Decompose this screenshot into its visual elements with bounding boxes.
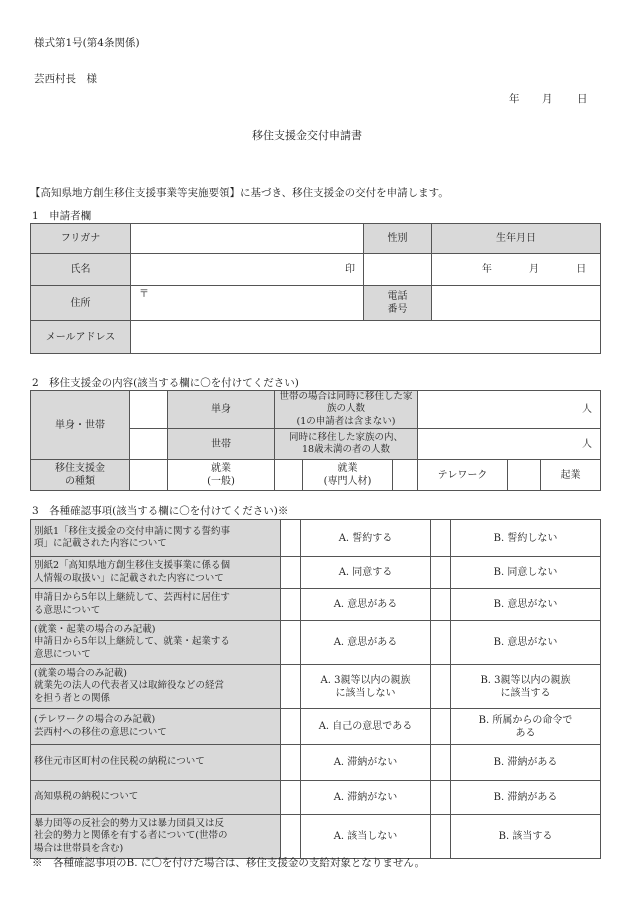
option-b-check[interactable]	[431, 815, 451, 859]
confirmation-question: (就業の場合のみ記載) 就業先の法人の代表者又は取締役などの経営 を担う者との関係	[31, 665, 281, 709]
employment-check[interactable]	[130, 460, 168, 491]
address-label: 住所	[31, 286, 131, 321]
intro-text: 【高知県地方創生移住支援事業等実施要領】に基づき、移住支援金の交付を申請します。	[30, 187, 449, 199]
birth-month: 月	[529, 264, 539, 275]
option-a-label: A. 意思がある	[301, 589, 431, 621]
furigana-label: フリガナ	[31, 224, 131, 254]
birthdate-field[interactable]	[432, 254, 601, 286]
confirmation-row	[31, 520, 601, 557]
email-label: メールアドレス	[31, 321, 131, 354]
confirmation-row	[31, 781, 601, 815]
birth-year: 年	[481, 264, 492, 275]
applicant-table	[30, 223, 601, 354]
type-label: 移住支援金 の種類	[31, 460, 130, 491]
option-a-check[interactable]	[281, 589, 301, 621]
single-household-label: 単身・世帯	[31, 391, 130, 460]
email-field[interactable]	[131, 321, 601, 354]
startup-check[interactable]	[508, 460, 541, 491]
option-b-label: B. 意思がない	[451, 621, 601, 665]
option-a-check[interactable]	[281, 621, 301, 665]
option-b-label: B. 誓約しない	[451, 520, 601, 557]
option-b-check[interactable]	[431, 665, 451, 709]
option-a-check[interactable]	[281, 557, 301, 589]
minor-count-field[interactable]: 人	[418, 429, 601, 460]
gender-label: 性別	[364, 224, 432, 254]
confirmation-row	[31, 815, 601, 859]
option-a-label: A. 誓約する	[301, 520, 431, 557]
birthdate-label: 生年月日	[432, 224, 601, 254]
option-a-check[interactable]	[281, 745, 301, 781]
section3-heading: 3 各種確認事項(該当する欄に〇を付けてください)※	[32, 505, 289, 517]
option-b-label: B. 3親等以内の親族 に該当する	[451, 665, 601, 709]
name-label: 氏名	[31, 254, 131, 286]
seal-mark: 印	[345, 264, 355, 275]
postal-mark: 〒	[139, 289, 149, 300]
minor-count-label: 同時に移住した家族の内、 18歳未満の者の人数	[275, 429, 418, 460]
confirmation-question: 別紙1「移住支援金の交付申請に関する誓約事 項」に記載された内容について	[31, 520, 281, 557]
confirmation-question: 暴力団等の反社会的勢力又は暴力団員又は反 社会的勢力と関係を有する者について(世帯の 場合は世帯員を含む)	[31, 815, 281, 859]
employment-pro-label: 就業 (専門人材)	[303, 460, 393, 491]
section1-heading: 1 申請者欄	[32, 210, 92, 222]
option-a-label: A. 滞納がない	[301, 781, 431, 815]
confirmation-question: 移住元市区町村の住民税の納税について	[31, 745, 281, 781]
page-title: 移住支援金交付申請書	[252, 129, 362, 142]
option-b-label: B. 滞納がある	[451, 745, 601, 781]
confirmation-question: 高知県税の納税について	[31, 781, 281, 815]
confirmation-row	[31, 621, 601, 665]
telework-label: テレワーク	[418, 460, 508, 491]
household-label: 世帯	[168, 429, 275, 460]
phone-field[interactable]	[432, 286, 601, 321]
support-content-table	[30, 390, 601, 491]
option-b-check[interactable]	[431, 557, 451, 589]
employment-label: 就業 (一般)	[168, 460, 275, 491]
single-label: 単身	[168, 391, 275, 429]
option-a-label: A. 意思がある	[301, 621, 431, 665]
section2-heading: 2 移住支援金の内容(該当する欄に〇を付けてください)	[32, 377, 299, 389]
date-month: 月	[542, 93, 553, 105]
name-field[interactable]	[131, 254, 364, 286]
option-a-label: A. 3親等以内の親族 に該当しない	[301, 665, 431, 709]
option-b-label: B. 同意しない	[451, 557, 601, 589]
option-b-label: B. 所属からの命令で ある	[451, 709, 601, 745]
addressee: 芸西村長 様	[34, 73, 97, 85]
option-a-check[interactable]	[281, 815, 301, 859]
option-a-label: A. 滞納がない	[301, 745, 431, 781]
date-day: 日	[577, 93, 588, 105]
option-b-check[interactable]	[431, 781, 451, 815]
option-b-label: B. 意思がない	[451, 589, 601, 621]
confirmation-question: 申請日から5年以上継続して、芸西村に居住す る意思について	[31, 589, 281, 621]
option-a-check[interactable]	[281, 665, 301, 709]
option-b-check[interactable]	[431, 589, 451, 621]
option-a-check[interactable]	[281, 781, 301, 815]
employment-pro-check[interactable]	[275, 460, 303, 491]
phone-label: 電話 番号	[364, 286, 432, 321]
option-b-check[interactable]	[431, 621, 451, 665]
telework-check[interactable]	[393, 460, 418, 491]
option-a-check[interactable]	[281, 709, 301, 745]
option-b-check[interactable]	[431, 709, 451, 745]
form-number: 様式第1号(第4条関係)	[34, 37, 140, 49]
option-a-label: A. 自己の意思である	[301, 709, 431, 745]
option-b-check[interactable]	[431, 520, 451, 557]
address-field[interactable]	[131, 286, 364, 321]
option-b-label: B. 滞納がある	[451, 781, 601, 815]
footnote: ※ 各種確認事項のB. に〇を付けた場合は、移住支援金の支給対象となりません。	[32, 857, 426, 869]
confirmation-table	[30, 519, 601, 859]
birth-day: 日	[576, 264, 587, 275]
confirmation-row	[31, 557, 601, 589]
option-b-label: B. 該当する	[451, 815, 601, 859]
option-a-label: A. 同意する	[301, 557, 431, 589]
confirmation-row	[31, 665, 601, 709]
option-a-check[interactable]	[281, 520, 301, 557]
option-b-check[interactable]	[431, 745, 451, 781]
confirmation-row	[31, 745, 601, 781]
family-count-label: 世帯の場合は同時に移住した家族の人数 (1の申請者は含まない)	[275, 391, 418, 429]
furigana-field[interactable]	[131, 224, 364, 254]
confirmation-row	[31, 589, 601, 621]
confirmation-question: 別紙2「高知県地方創生移住支援事業に係る個 人情報の取扱い」に記載された内容について	[31, 557, 281, 589]
household-check[interactable]	[130, 429, 168, 460]
confirmation-row	[31, 709, 601, 745]
startup-label: 起業	[541, 460, 601, 491]
family-count-field[interactable]: 人	[418, 391, 601, 429]
confirmation-question: (テレワークの場合のみ記載) 芸西村への移住の意思について	[31, 709, 281, 745]
option-a-label: A. 該当しない	[301, 815, 431, 859]
confirmation-question: (就業・起業の場合のみ記載) 申請日から5年以上継続して、就業・起業する 意思について	[31, 621, 281, 665]
single-check[interactable]	[130, 391, 168, 429]
date-year: 年	[509, 93, 520, 105]
gender-field[interactable]	[364, 254, 432, 286]
